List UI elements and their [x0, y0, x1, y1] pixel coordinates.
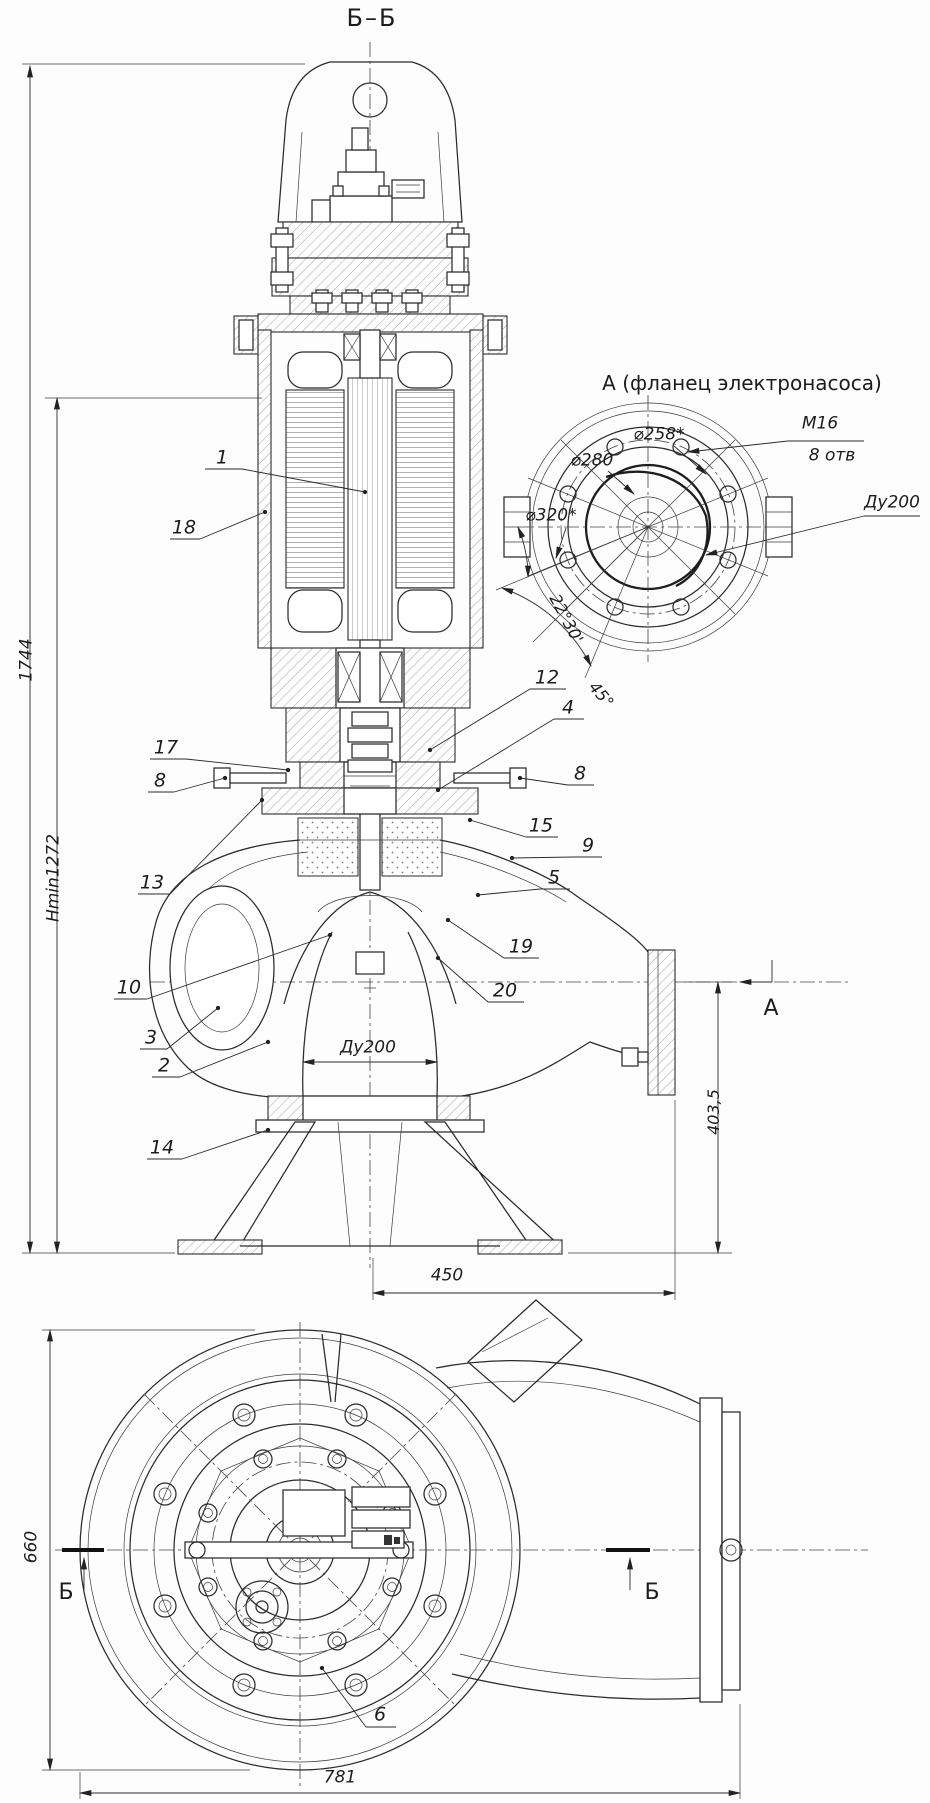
callout-1: 1	[215, 446, 229, 469]
dim-angle-22-30: 22°30'	[545, 590, 588, 647]
bottom-plan-view	[55, 1300, 868, 1786]
callout-20: 20	[492, 979, 518, 1002]
motor-top-cover	[271, 222, 469, 314]
dim-d280: ⌀280	[570, 450, 614, 471]
dim-du200-flange: Ду200	[864, 492, 920, 513]
callout-3: 3	[144, 1026, 158, 1049]
callout-19: 19	[508, 935, 534, 958]
callout-6: 6	[373, 1703, 387, 1726]
callout-8-left: 8	[153, 769, 167, 792]
dim-height-total: 1744	[16, 638, 37, 682]
nameplates	[283, 1487, 410, 1548]
dim-m16: М16	[801, 413, 839, 434]
callout-14: 14	[149, 1136, 175, 1159]
dim-450: 450	[430, 1265, 464, 1286]
bottom-discharge	[436, 1300, 742, 1702]
callout-9: 9	[581, 834, 595, 857]
main-section-view	[150, 42, 850, 1268]
callout-15: 15	[528, 814, 554, 837]
callout-10: 10	[116, 976, 142, 999]
section-label-b-right: Б	[644, 1580, 660, 1605]
callout-5: 5	[547, 866, 561, 889]
callout-13: 13	[139, 871, 165, 894]
section-label-b-left: Б	[58, 1580, 74, 1605]
callout-8-right: 8	[573, 762, 587, 785]
section-title: Б–Б	[346, 4, 398, 32]
discharge-flange	[622, 950, 675, 1095]
callout-2: 2	[157, 1054, 171, 1077]
dim-d320: ⌀320*	[525, 505, 577, 526]
view-arrow-a: А	[763, 996, 779, 1021]
dim-d258: ⌀258*	[633, 424, 685, 445]
dim-m16-holes: 8 отв	[808, 445, 856, 466]
dim-du200-main: Ду200	[340, 1037, 396, 1058]
dim-height-min: Hmin1272	[43, 833, 64, 923]
callout-18: 18	[171, 516, 197, 539]
callout-17: 17	[153, 736, 179, 759]
callout-4: 4	[561, 696, 575, 719]
dim-660: 660	[21, 1530, 42, 1564]
dim-781: 781	[323, 1767, 357, 1788]
flange-detail-view	[496, 395, 920, 678]
volute-casing	[150, 840, 648, 1132]
drain-plug	[236, 1581, 288, 1633]
dim-angle-45: 45°	[584, 677, 618, 712]
dim-403-5: 403,5	[704, 1089, 723, 1135]
cable-gland	[312, 128, 424, 222]
callout-12: 12	[534, 666, 560, 689]
detail-view-title: А (фланец электронасоса)	[602, 371, 882, 395]
